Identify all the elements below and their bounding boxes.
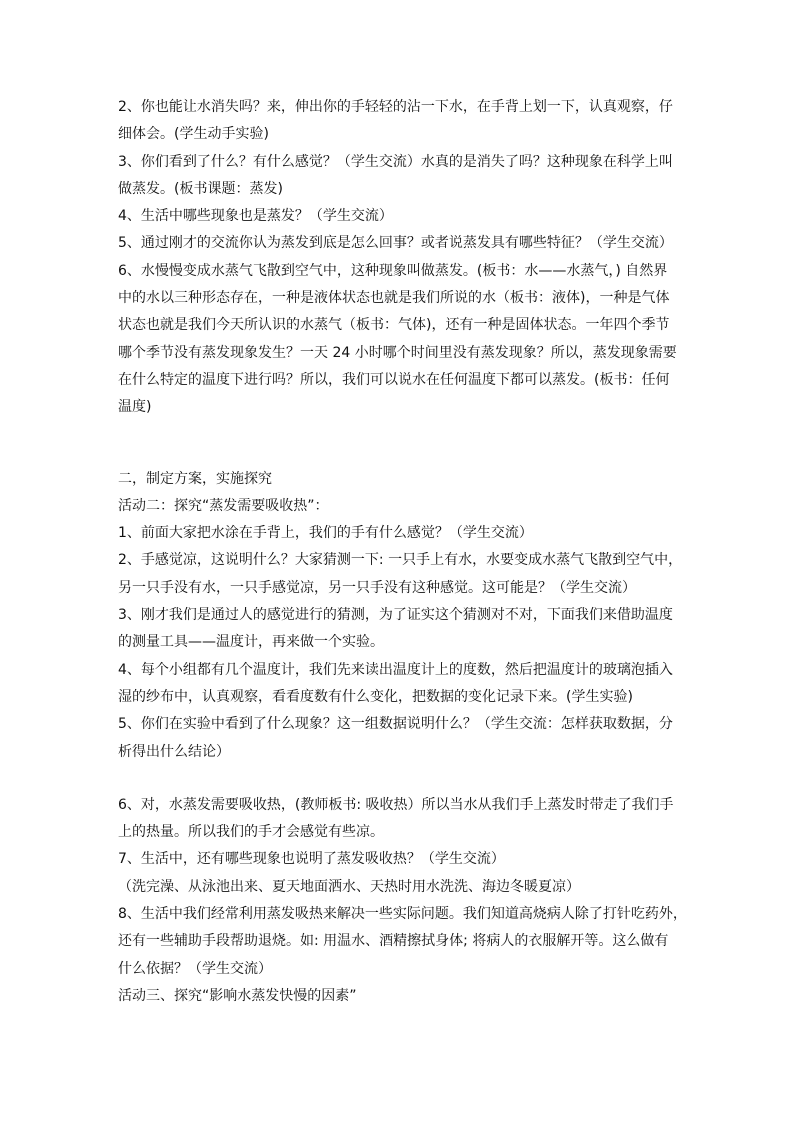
text-line: 5、你们在实验中看到了什么现象？这一组数据说明什么？（学生交流：怎样获取数据，分 — [118, 716, 673, 733]
text-line: 在什么特定的温度下进行吗？所以，我们可以说水在任何温度下都可以蒸发。(板书：任何 — [118, 371, 670, 388]
text-line: 2、手感觉凉，这说明什么？大家猜测一下: 一只手上有水，水要变成水蒸气飞散到空气中， — [118, 552, 683, 569]
text-line: 还有一些辅助手段帮助退烧。如: 用温水、酒精擦拭身体; 将病人的衣服解开等。这么做有 — [118, 933, 669, 950]
paragraph-group-2 — [118, 466, 683, 766]
text-line: 4、每个小组都有几个温度计，我们先来读出温度计上的度数，然后把温度计的玻璃泡插入 — [118, 661, 673, 678]
text-line: 湿的纱布中，认真观察，看看度数有什么变化，把数据的变化记录下来。(学生实验) — [118, 688, 633, 705]
text-line: 另一只手没有水，一只手感觉凉，另一只手没有这种感觉。这可能是？（学生交流） — [118, 579, 636, 596]
paragraph-group-3 — [118, 792, 687, 1010]
text-line: 3、你们看到了什么？有什么感觉？（学生交流）水真的是消失了吗？这种现象在科学上叫 — [118, 153, 673, 170]
text-line: 的测量工具——温度计，再来做一个实验。 — [118, 634, 384, 651]
text-line: 细体会。(学生动手实验) — [118, 126, 269, 143]
text-line: 析得出什么结论） — [118, 743, 230, 760]
text-line: 8、生活中我们经常利用蒸发吸热来解决一些实际问题。我们知道高烧病人除了打针吃药外， — [118, 906, 687, 923]
paragraph-group-1 — [118, 94, 678, 422]
text-line: 7、生活中，还有哪些现象也说明了蒸发吸收热？（学生交流） — [118, 851, 505, 868]
text-line: 温度) — [118, 399, 152, 416]
text-line: 中的水以三种形态存在，一种是液体状态也就是我们所说的水（板书：液体)，一种是气体 — [118, 290, 670, 307]
document-body — [118, 94, 687, 1010]
text-line: 3、刚才我们是通过人的感觉进行的猜测，为了证实这个猜测对不对，下面我们来借助温度 — [118, 607, 673, 624]
section-heading: 二，制定方案，实施探究 — [118, 470, 272, 487]
text-line: 6、对，水蒸发需要吸收热，(教师板书: 吸收热）所以当水从我们手上蒸发时带走了我们手 — [118, 796, 674, 813]
text-line: 状态也就是我们今天所认识的水蒸气（板书：气体)，还有一种是固体状态。一年四个季节 — [118, 317, 670, 334]
text-line: 上的热量。所以我们的手才会感觉有些凉。 — [118, 824, 384, 841]
paragraph-spacer — [118, 422, 678, 466]
text-line: 2、你也能让水消失吗？来，伸出你的手轻轻的沾一下水，在手背上划一下，认真观察，仔 — [118, 99, 673, 115]
text-line: 6、水慢慢变成水蒸气飞散到空气中，这种现象叫做蒸发。(板书：水——水蒸气，) 自然界 — [118, 262, 668, 279]
text-line: 4、生活中哪些现象也是蒸发？（学生交流） — [118, 208, 393, 225]
text-line: 1、前面大家把水涂在手背上，我们的手有什么感觉？（学生交流） — [118, 525, 533, 542]
activity-heading: 活动三、探究“影响水蒸发快慢的因素” — [118, 987, 357, 1004]
text-line: （洗完澡、从泳池出来、夏天地面洒水、天热时用水洗洗、海边冬暖夏凉） — [118, 878, 580, 895]
activity-heading: 活动二：探究“蒸发需要吸收热”： — [118, 497, 329, 514]
text-line: 5、通过刚才的交流你认为蒸发到底是怎么回事？或者说蒸发具有哪些特征？（学生交流） — [118, 235, 673, 252]
text-line: 做蒸发。(板书课题：蒸发) — [118, 180, 283, 197]
text-line: 哪个季节没有蒸发现象发生？一天 24 小时哪个时间里没有蒸发现象？所以，蒸发现象需要 — [118, 344, 677, 361]
paragraph-spacer — [118, 766, 678, 792]
text-line: 什么依据？（学生交流） — [118, 960, 272, 977]
